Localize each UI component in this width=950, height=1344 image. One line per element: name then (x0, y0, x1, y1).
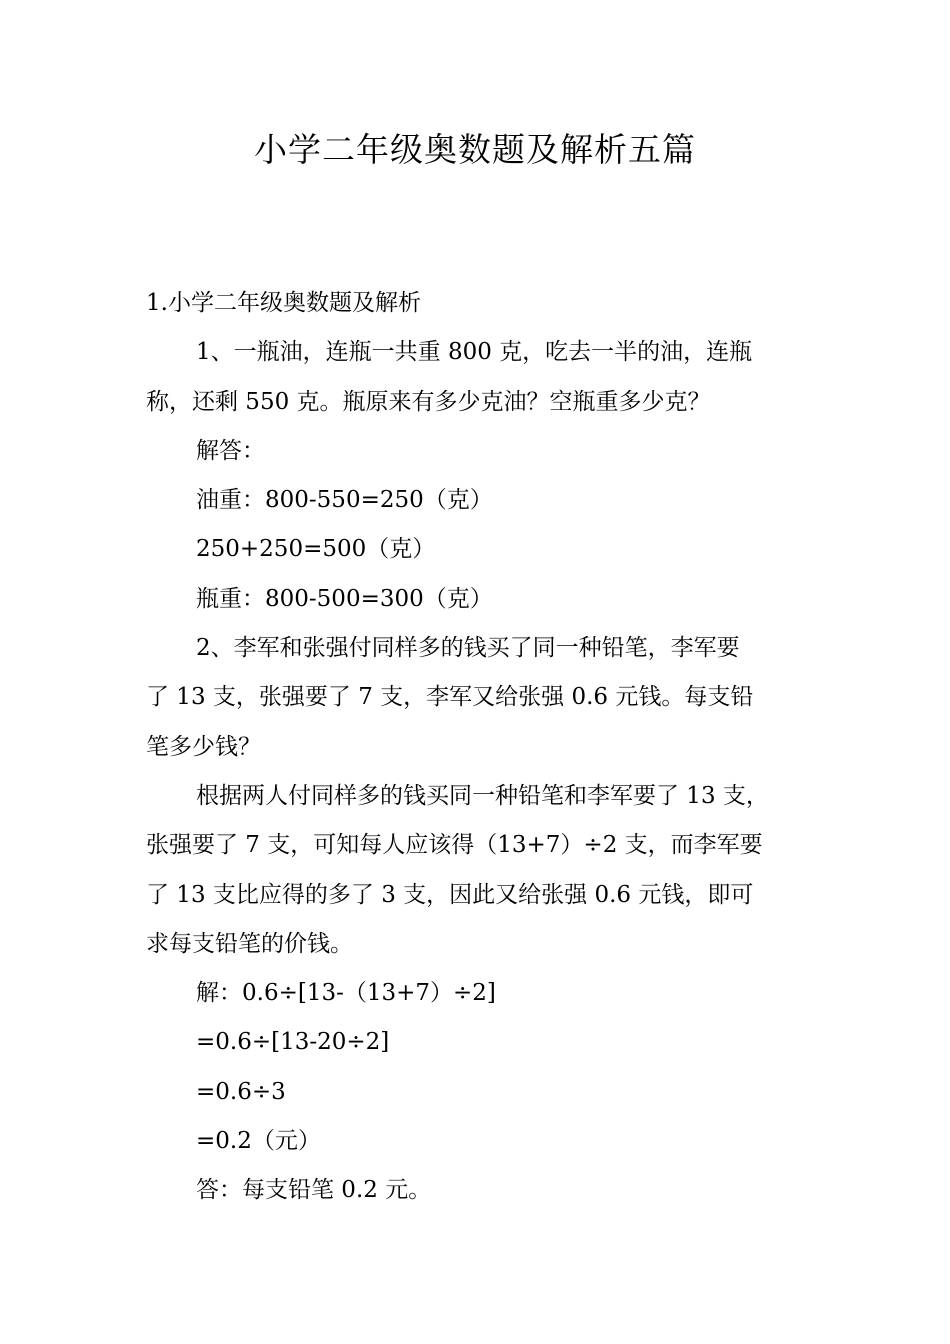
solution-step: =0.2（元） (196, 1128, 321, 1155)
problem-2-text-line-2: 了 13 支，张强要了 7 支，李军又给张强 0.6 元钱。每支铅 (146, 684, 754, 711)
explanation-line-2: 张强要了 7 支，可知每人应该得（13+7）÷2 支，而李军要 (146, 832, 763, 859)
section-heading: 1.小学二年级奥数题及解析 (146, 290, 421, 316)
problem-1-text-line-1: 1、一瓶油，连瓶一共重 800 克，吃去一半的油，连瓶 (196, 339, 753, 366)
document-title: 小学二年级奥数题及解析五篇 (254, 130, 696, 169)
solution-step: =0.6÷3 (196, 1078, 286, 1105)
problem-2-text-line-1: 2、李军和张强付同样多的钱买了同一种铅笔，李军要 (196, 635, 740, 662)
explanation-line-1: 根据两人付同样多的钱买同一种铅笔和李军要了 13 支， (196, 782, 769, 809)
solution-step: 瓶重：800-500=300（克） (196, 585, 493, 612)
explanation-line-4: 求每支铅笔的价钱。 (146, 930, 353, 957)
solution-step: 解：0.6÷[13-（13+7）÷2] (196, 980, 496, 1007)
solution-step: =0.6÷[13-20÷2] (196, 1029, 390, 1056)
solution-step: 250+250=500（克） (196, 536, 436, 563)
answer-label: 解答： (196, 437, 265, 464)
solution-step: 油重：800-550=250（克） (196, 487, 493, 514)
final-answer: 答：每支铅笔 0.2 元。 (196, 1177, 432, 1204)
problem-2-text-line-3: 笔多少钱？ (146, 733, 261, 760)
document-body (146, 279, 836, 1216)
explanation-line-3: 了 13 支比应得的多了 3 支，因此又给张强 0.6 元钱，即可 (146, 881, 754, 908)
problem-1-text-line-2: 称，还剩 550 克。瓶原来有多少克油？空瓶重多少克？ (146, 388, 711, 415)
